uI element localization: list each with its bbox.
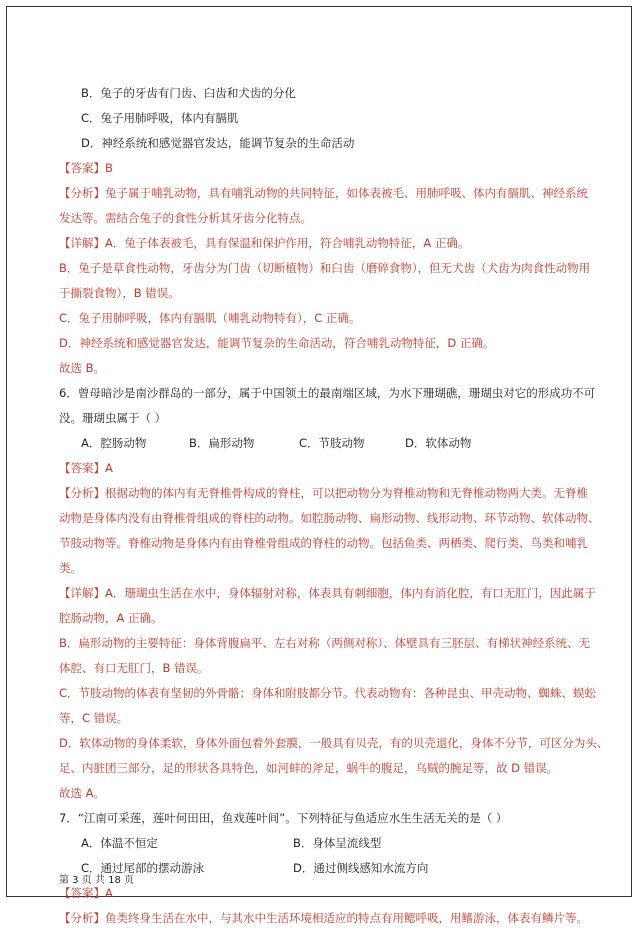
- q6-detail-a-text: A．珊瑚虫生活在水中，身体辐射对称，体表具有刺细胞，体内有消化腔，有口无肛门，因此属于: [105, 586, 596, 600]
- q5-detail-a-text: A．兔子体表被毛，具有保温和保护作用，符合哺乳动物特征，A 正确。: [105, 236, 470, 250]
- q5-option-c: C．兔子用肺呼吸，体内有膈肌: [81, 111, 239, 125]
- q6-detail-a-2: 腔肠动物，A 正确。: [59, 611, 163, 625]
- document-page: [6, 6, 632, 925]
- q6-options: [59, 431, 587, 456]
- q6-analysis-line-4: 类。: [59, 561, 82, 575]
- q5-detail-a: [59, 231, 587, 256]
- q5-answer: 【答案】B: [59, 161, 113, 175]
- q7-option-d: D．通过侧线感知水流方向: [293, 861, 429, 875]
- q7-options-row-2: [59, 856, 587, 881]
- q7-answer: 【答案】A: [59, 886, 113, 900]
- q6-option-a: A．腔肠动物: [81, 436, 147, 450]
- q7-option-a: A．体温不恒定: [81, 836, 158, 850]
- q6-detail-d-2: 足、内脏团三部分，足的形状各具特色，如河蚌的斧足，蜗牛的腹足，乌贼的腕足等，故 D 错误。: [59, 761, 559, 775]
- q6-option-b: B．扁形动物: [189, 436, 255, 450]
- q5-detail-b-1: B．兔子是草食性动物，牙齿分为门齿（切断植物）和臼齿（磨碎食物），但无犬齿（犬齿为肉食性动物用: [59, 261, 591, 275]
- q6-stem-1: 6．曾母暗沙是南沙群岛的一部分，属于中国领土的最南端区域，为水下珊瑚礁，珊瑚虫对它的形成功不可: [59, 386, 596, 400]
- q6-detail-tag: 【详解】: [59, 586, 105, 600]
- q6-option-c: C．节肢动物: [299, 436, 365, 450]
- q6-stem-2: 没。珊瑚虫属于（ ）: [59, 411, 167, 425]
- q7-analysis-text: 鱼类终身生活在水中，与其水中生活环境相适应的特点有用鳃呼吸，用鳍游泳，体表有鳞片等。: [105, 911, 588, 925]
- q5-detail-b-2: 于撕裂食物），B 错误。: [59, 286, 180, 300]
- q7-option-b: B．身体呈流线型: [293, 836, 382, 850]
- q6-detail-b-1: B．扁形动物的主要特征：身体背腹扁平、左右对称（两侧对称）、体壁具有三胚层、有梯状神经系统、无: [59, 636, 591, 650]
- q7-analysis: [59, 906, 587, 931]
- q6-option-d: D．软体动物: [405, 436, 472, 450]
- q7-options-row-1: [59, 831, 587, 856]
- q6-answer: 【答案】A: [59, 461, 113, 475]
- q5-analysis-line-2: 发达等。需结合兔子的食性分析其牙齿分化特点。: [59, 211, 312, 225]
- q6-detail-a-1: [59, 581, 596, 606]
- q7-stem: 7．“江南可采莲，莲叶何田田，鱼戏莲叶间”。下列特征与鱼适应水生生活无关的是（ ）: [59, 811, 508, 825]
- q5-option-b: B．兔子的牙齿有门齿、臼齿和犬齿的分化: [81, 86, 296, 100]
- page-content: [59, 81, 609, 931]
- q6-detail-d-1: D．软体动物的身体柔软，身体外面包着外套膜，一般具有贝壳，有的贝壳退化，身体不分节，可区分为头、: [59, 736, 609, 750]
- q6-analysis-line-3: 节肢动物等。脊椎动物是身体内有由脊椎骨组成的脊柱的动物。包括鱼类、两栖类、爬行类、鸟类和哺乳: [59, 536, 588, 550]
- q7-option-c: C．通过尾部的摆动游泳: [81, 861, 205, 875]
- q7-analysis-tag: 【分析】: [59, 911, 105, 925]
- q6-detail-c-2: 等，C 错误。: [59, 711, 129, 725]
- q6-conclusion: 故选 A。: [59, 786, 106, 800]
- q5-option-d: D．神经系统和感觉器官发达，能调节复杂的生命活动: [81, 136, 355, 150]
- q6-analysis-line-1: [59, 481, 587, 506]
- q5-detail-d: D．神经系统和感觉器官发达，能调节复杂的生命活动，符合哺乳动物特征，D 正确。: [59, 336, 495, 350]
- q5-analysis-line-1: [59, 181, 587, 206]
- q6-detail-c-1: C．节肢动物的体表有坚韧的外骨骼；身体和附肢都分节。代表动物有：各种昆虫、甲壳动物、蜘蛛、蜈蚣: [59, 686, 597, 700]
- q5-conclusion: 故选 B。: [59, 361, 106, 375]
- q6-detail-b-2: 体腔、有口无肛门，B 错误。: [59, 661, 209, 675]
- q6-analysis-line-2: 动物是身体内没有由脊椎骨组成的脊柱的动物。如腔肠动物、扁形动物、线形动物、环节动物、软体动物、: [59, 511, 600, 525]
- page-footer: 第 3 页 共 18 页: [59, 875, 134, 886]
- q6-analysis-tag: 【分析】: [59, 486, 105, 500]
- q6-analysis-text-1: 根据动物的体内有无脊椎骨构成的脊柱，可以把动物分为脊椎动物和无脊椎动物两大类。无脊椎: [105, 486, 588, 500]
- q5-analysis-text-1: 兔子属于哺乳动物，具有哺乳动物的共同特征，如体表被毛、用肺呼吸、体内有膈肌、神经系统: [105, 186, 588, 200]
- q5-detail-tag: 【详解】: [59, 236, 105, 250]
- q5-detail-c: C．兔子用肺呼吸，体内有膈肌（哺乳动物特有），C 正确。: [59, 311, 361, 325]
- q5-analysis-tag: 【分析】: [59, 186, 105, 200]
